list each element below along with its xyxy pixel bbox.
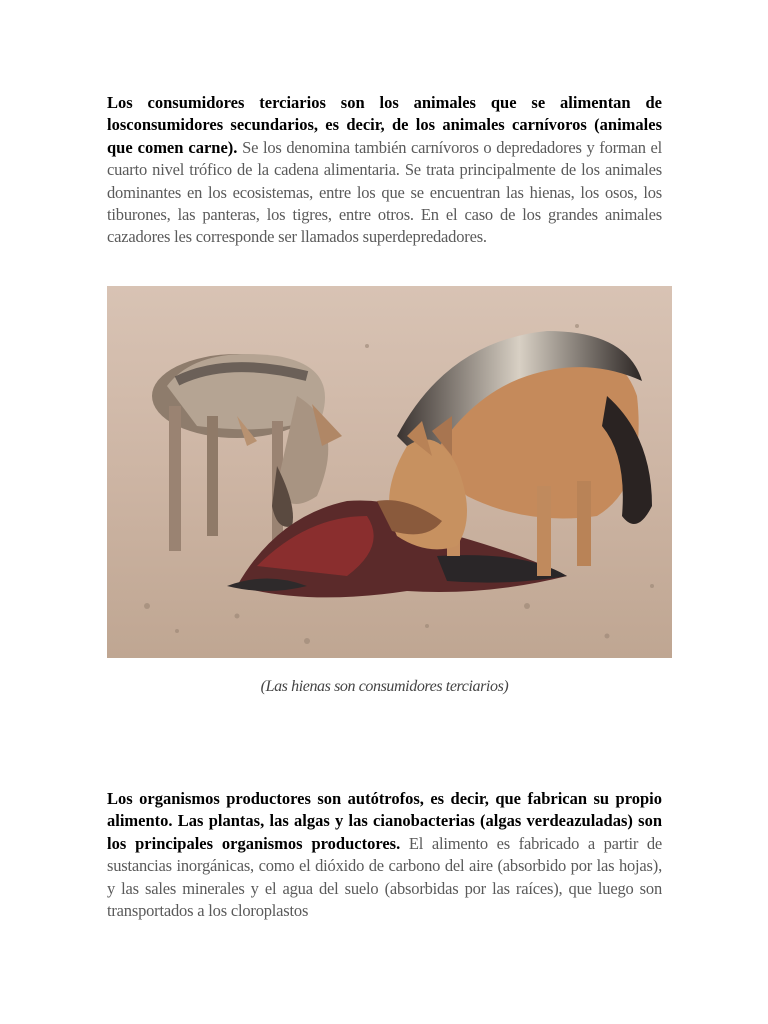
paragraph-tertiary-consumers (107, 92, 662, 249)
paragraph-bold-lead: Los consumidores terciarios son los animales que se alimentan de losconsumidores secundarios, es decir, de los animales carnívoros (animales que comen carne). (107, 93, 662, 157)
paragraph-producers (107, 788, 662, 922)
paragraph-body: El alimento es fabricado a partir de sustancias inorgánicas, como el dióxido de carbono del aire (absorbido por las hojas), y las sales minerales y el agua del suelo (absorbidas por las raíces), que luego son transportados a los cloroplastos (107, 833, 662, 921)
figure-caption: (Las hienas son consumidores terciarios) (260, 678, 509, 695)
jackals-feeding-photo (107, 286, 672, 658)
paragraph-body: Se los denomina también carnívoros o depredadores y forman el cuarto nivel trófico de la cadena alimentaria. Se trata principalmente de los animales dominantes en los ecosistemas, entre los que se encuentran las hienas, los osos, los tiburones, las panteras, los tigres, entre otros. En el caso de los grandes animales cazadores les corresponde ser llamados superdepredadores. (107, 137, 662, 247)
paragraph-bold-lead: Los organismos productores son autótrofos, es decir, que fabrican su propio alimento. Las plantas, las algas y las cianobacterias (algas verdeazuladas) son los principales organismos productores. (107, 789, 662, 853)
